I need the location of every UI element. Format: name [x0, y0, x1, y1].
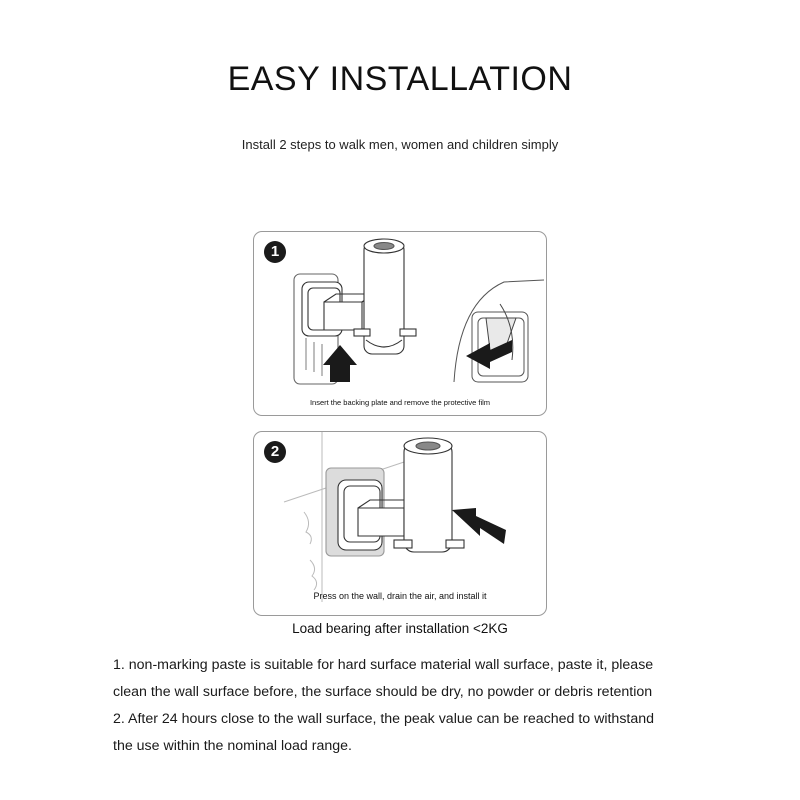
step-1-panel — [253, 231, 547, 416]
note-line: 2. After 24 hours close to the wall surface, the peak value can be reached to withstand — [113, 711, 655, 727]
step-1-badge: 1 — [264, 241, 286, 263]
load-bearing-text: Load bearing after installation <2KG — [292, 621, 508, 636]
step-2-caption: Press on the wall, drain the air, and install it — [313, 591, 487, 601]
note-line: 1. non-marking paste is suitable for hard surface material wall surface, paste it, please — [113, 657, 654, 673]
step-2-panel — [253, 431, 547, 616]
note-line: clean the wall surface before, the surface should be dry, no powder or debris retention — [113, 684, 653, 700]
step-2-illustration — [254, 432, 546, 615]
step-1-illustration — [254, 232, 546, 415]
note-line: the use within the nominal load range. — [113, 738, 352, 754]
step-1-caption: Insert the backing plate and remove the protective film — [309, 398, 491, 407]
page-subtitle: Install 2 steps to walk men, women and children simply — [241, 137, 559, 152]
instruction-notes — [113, 652, 773, 760]
step-2-badge: 2 — [264, 441, 286, 463]
page-title: EASY INSTALLATION — [227, 60, 573, 98]
